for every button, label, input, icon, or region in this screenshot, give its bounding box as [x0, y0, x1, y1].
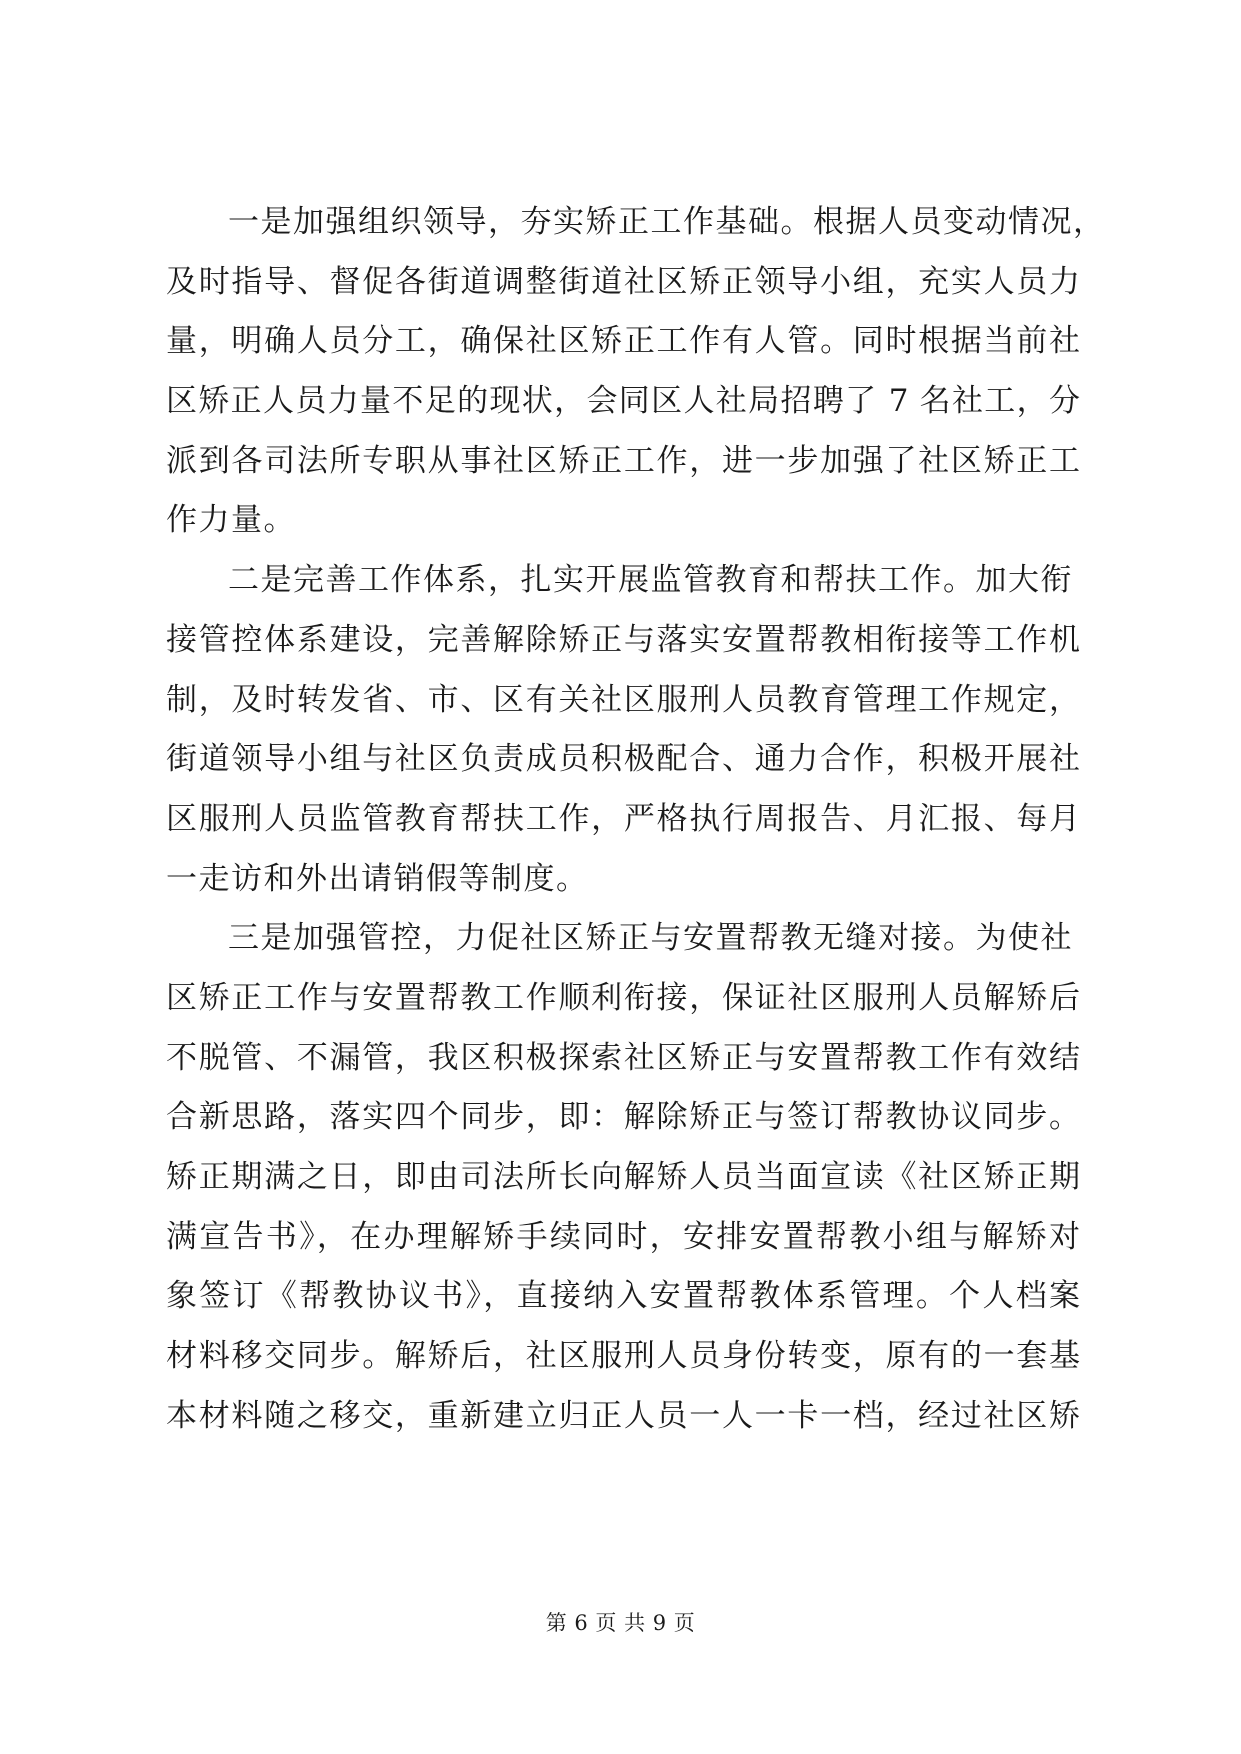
paragraph-3-line-1: 三是加强管控，力促社区矫正与安置帮教无缝对接。为使社: [228, 920, 1073, 957]
paragraph-1-line-4: 区矫正人员力量不足的现状，会同区人社局招聘了 7 名社工，分: [166, 383, 1080, 420]
paragraph-3-line-5: 矫正期满之日，即由司法所长向解矫人员当面宣读《社区矫正期: [166, 1159, 1080, 1195]
paragraph-2-line-4: 街道领导小组与社区负责成员积极配合、通力合作，积极开展社: [166, 741, 1080, 778]
paragraph-2-line-3: 制，及时转发省、市、区有关社区服刑人员教育管理工作规定，: [166, 681, 1080, 718]
paragraph-2-line-6: 一走访和外出请销假等制度。: [166, 860, 589, 897]
paragraph-3-line-9: 本材料随之移交，重新建立归正人员一人一卡一档，经过社区矫: [166, 1397, 1080, 1434]
paragraph-3-line-3: 不脱管、不漏管，我区积极探索社区矫正与安置帮教工作有效结: [166, 1039, 1080, 1076]
paragraph-1-line-6: 作力量。: [166, 502, 296, 539]
paragraph-3-line-8: 材料移交同步。解矫后，社区服刑人员身份转变，原有的一套基: [166, 1338, 1080, 1375]
document-body: [166, 193, 1106, 1446]
paragraph-3-line-2: 区矫正工作与安置帮教工作顺利衔接，保证社区服刑人员解矫后: [166, 979, 1080, 1016]
paragraph-2-line-1: 二是完善工作体系，扎实开展监管教育和帮扶工作。加大衔: [228, 562, 1073, 599]
paragraph-1-line-5: 派到各司法所专职从事社区矫正工作，进一步加强了社区矫正工: [166, 442, 1080, 479]
paragraph-3-line-7: 象签订《帮教协议书》，直接纳入安置帮教体系管理。个人档案: [166, 1278, 1080, 1315]
paragraph-1-line-2: 及时指导、督促各街道调整街道社区矫正领导小组，充实人员力: [166, 263, 1080, 300]
page-footer: 第 6 页 共 9 页: [545, 1611, 696, 1635]
paragraph-3-line-6: 满宣告书》，在办理解矫手续同时，安排安置帮教小组与解矫对: [166, 1218, 1080, 1255]
paragraph-2-line-2: 接管控体系建设，完善解除矫正与落实安置帮教相衔接等工作机: [166, 621, 1080, 658]
paragraph-2-line-5: 区服刑人员监管教育帮扶工作，严格执行周报告、月汇报、每月: [166, 800, 1080, 837]
paragraph-1-line-3: 量，明确人员分工，确保社区矫正工作有人管。同时根据当前社: [166, 323, 1080, 360]
paragraph-1-line-1: 一是加强组织领导，夯实矫正工作基础。根据人员变动情况，: [228, 204, 1106, 240]
paragraph-3-line-4: 合新思路，落实四个同步，即：解除矫正与签订帮教协议同步。: [166, 1099, 1080, 1136]
